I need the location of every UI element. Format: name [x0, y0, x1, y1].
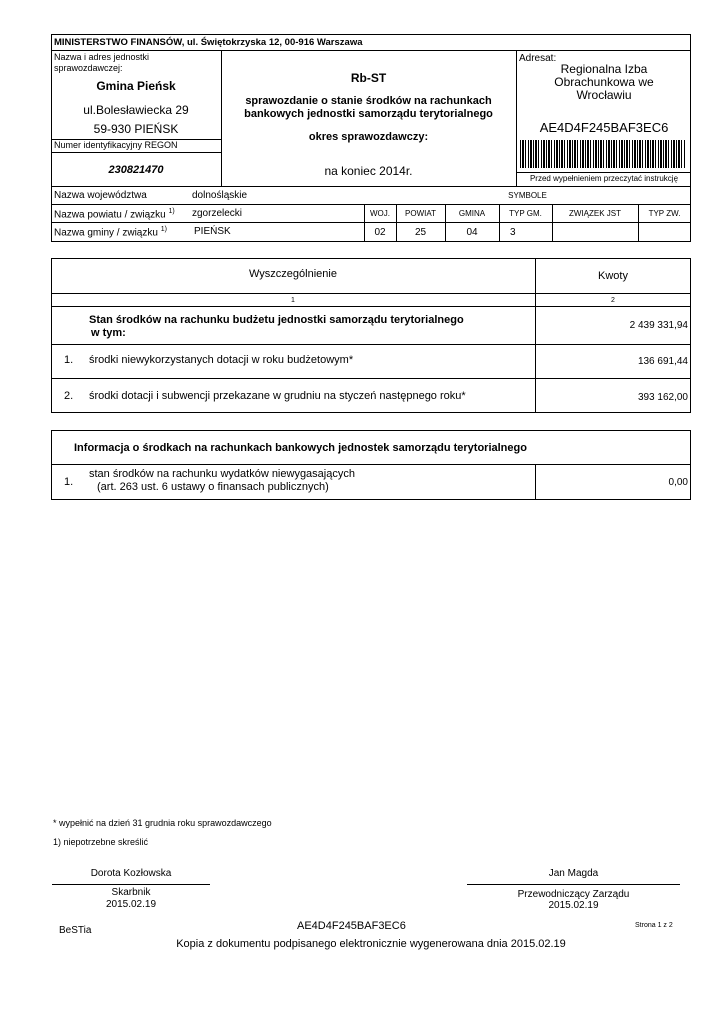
ministry-line: MINISTERSTWO FINANSÓW, ul. Świętokrzyska 12, 00-916 Warszawa: [54, 37, 363, 48]
unit-name-label: [54, 52, 149, 74]
table1-main-row-value: 2 439 331,94: [629, 320, 688, 331]
symbol-col-typ-zw: TYP ZW.: [648, 209, 681, 218]
period-label: okres sprawozdawczy:: [308, 131, 429, 143]
signature-right-name: Jan Magda: [548, 868, 599, 879]
regon-label-divider: [51, 152, 221, 153]
signature-right-line: [467, 884, 680, 885]
region-top-divider: [51, 186, 691, 187]
county-label: [54, 208, 175, 220]
footnote-asterisk: * wypełnić na dzień 31 grudnia roku sprawozdawczego: [53, 818, 272, 828]
commune-label: [54, 226, 167, 238]
table2-title: Informacja o środkach na rachunkach bankowych jednostek samorządu terytorialnego: [74, 442, 527, 454]
signature-left-name: Dorota Kozłowska: [90, 868, 172, 879]
signature-left-date: 2015.02.19: [105, 899, 157, 910]
table2-row1-text: [89, 468, 355, 494]
form-title: [221, 95, 516, 121]
table1-row2-value: 393 162,00: [637, 392, 688, 403]
addressee: [517, 63, 691, 102]
symbol-col-woj: WOJ.: [370, 209, 390, 218]
symbol-col-zwiazek: ZWIĄZEK JST: [569, 209, 621, 218]
voivodeship-value: dolnośląskie: [192, 190, 248, 201]
table1-row2-text: środki dotacji i subwencji przekazane w grudniu na styczeń następnego roku*: [89, 390, 466, 402]
regon-label: Numer identyfikacyjny REGON: [54, 140, 178, 150]
form-title-line2: bankowych jednostki samorządu terytorialnego: [244, 108, 493, 120]
table1-row-divider-1: [51, 344, 691, 345]
addressee-label: Adresat:: [519, 53, 557, 64]
symbol-col-gmina: GMINA: [458, 209, 486, 218]
table1-row1-number: 1.: [64, 354, 74, 366]
table1-main-row-label: [89, 314, 464, 340]
symbols-header: SYMBOLE: [508, 191, 547, 200]
county-label-text: Nazwa powiatu / związku: [54, 209, 166, 221]
addressee-line1: Regionalna Izba: [560, 62, 648, 76]
unit-city: 59-930 PIEŃSK: [93, 122, 179, 136]
signature-left-line: [52, 884, 210, 885]
form-title-line1: sprawozdanie o stanie środków na rachunkach: [245, 95, 492, 107]
commune-value: PIEŃSK: [194, 226, 231, 237]
table1-num-divider: [51, 306, 691, 307]
table1-col-num-1: 1: [291, 297, 295, 304]
county-value: zgorzelecki: [192, 208, 243, 219]
table1-header-divider: [51, 293, 691, 294]
table1-row2-number: 2.: [64, 390, 74, 402]
footer-copy-note: Kopia z dokumentu podpisanego elektronicznie wygenerowana dnia 2015.02.19: [176, 938, 566, 950]
symbol-col-powiat: POWIAT: [405, 209, 436, 218]
table1-col-header-amounts: Kwoty: [598, 270, 628, 282]
commune-label-text: Nazwa gminy / związku: [54, 227, 158, 239]
header-top-divider: [51, 50, 691, 51]
signature-right-role: Przewodniczący Zarządu: [517, 889, 630, 900]
unit-name: Gmina Pieńsk: [96, 79, 176, 93]
symbol-val-typ-gm: 3: [510, 227, 516, 238]
symbol-val-powiat: 25: [414, 227, 427, 238]
commune-label-footnote: 1): [160, 226, 167, 233]
table1-main-row-line1: Stan środków na rachunku budżetu jednostki samorządu terytorialnego: [89, 314, 464, 326]
table2-row1-text-line1: stan środków na rachunku wydatków niewygasających: [89, 468, 355, 480]
table2-header-divider: [51, 464, 691, 465]
table1-row1-text: środki niewykorzystanych dotacji w roku budżetowym*: [89, 354, 354, 366]
doc-id: AE4D4F245BAF3EC6: [539, 120, 669, 135]
form-code: Rb-ST: [350, 71, 387, 85]
table1-row1-value: 136 691,44: [637, 356, 688, 367]
table1-main-row-line2: w tym:: [91, 327, 126, 339]
addressee-line2: Obrachunkowa we: [554, 75, 654, 89]
table2-row1-value: 0,00: [668, 477, 688, 488]
region-row-divider-2: [51, 222, 691, 223]
addressee-line3: Wrocławiu: [576, 88, 632, 102]
table1-col-header-details: Wyszczególnienie: [249, 268, 337, 280]
footer-page-number: Strona 1 z 2: [635, 922, 673, 929]
unit-name-label-line1: Nazwa i adres jednostki: [54, 52, 150, 62]
footer-software: BeSTia: [59, 925, 92, 936]
footer-doc-id: AE4D4F245BAF3EC6: [297, 920, 406, 932]
signature-left-role: Skarbnik: [111, 887, 151, 898]
region-row-divider-1: [51, 204, 691, 205]
period-value: na koniec 2014r.: [324, 164, 413, 178]
footnote-one: 1) niepotrzebne skreślić: [53, 837, 149, 847]
instruction-note: Przed wypełnieniem przeczytać instrukcję: [529, 174, 679, 183]
table1-row-divider-2: [51, 378, 691, 379]
instruction-divider: [516, 172, 691, 173]
table1-col-num-2: 2: [611, 297, 615, 304]
unit-street: ul.Bolesławiecka 29: [83, 103, 189, 117]
regon-number: 230821470: [108, 164, 164, 176]
symbol-val-gmina: 04: [466, 227, 478, 238]
symbol-val-woj: 02: [374, 227, 386, 238]
table2-row1-text-line2: (art. 263 ust. 6 ustawy o finansach publicznych): [97, 481, 329, 493]
barcode-image: [520, 140, 686, 168]
table2-row1-number: 1.: [64, 476, 74, 488]
signature-right-date: 2015.02.19: [548, 900, 599, 911]
unit-name-label-line2: sprawozdawczej:: [54, 63, 123, 73]
voivodeship-label: Nazwa województwa: [54, 190, 147, 201]
symbol-col-typ-gm: TYP GM.: [509, 209, 542, 218]
county-label-footnote: 1): [168, 208, 175, 215]
